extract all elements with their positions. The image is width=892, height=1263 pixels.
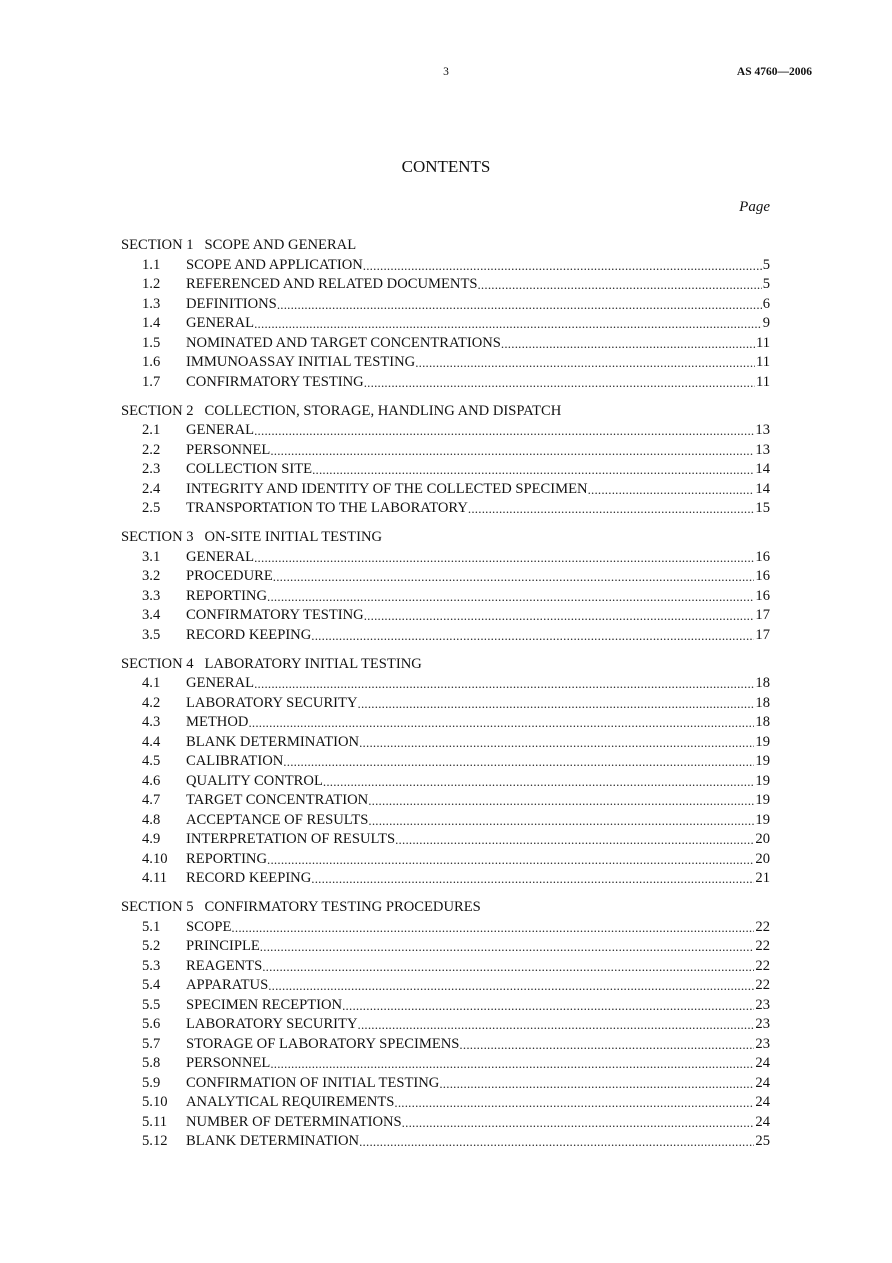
entry-title: INTEGRITY AND IDENTITY OF THE COLLECTED SPECIMEN [186,480,588,497]
dot-leader [270,441,754,461]
toc-entry [121,334,770,354]
toc-entry [121,1093,770,1113]
entry-page-number: 23 [755,1035,770,1052]
entry-title: TARGET CONCENTRATION [186,792,369,808]
entry-title: CALIBRATION [186,753,284,769]
entry-page-number: 11 [755,373,770,390]
entry-title: SCOPE AND APPLICATION [186,256,363,273]
toc-entry [121,694,770,714]
entry-number: 3.4 [142,607,161,623]
dot-leader [260,937,755,957]
toc-entry [121,1074,770,1094]
toc-entry [121,1113,770,1133]
entry-number: 4.2 [142,694,161,711]
dot-leader [359,733,754,753]
entry-number: 5.11 [142,1113,167,1130]
entry-title: LABORATORY SECURITY [186,1016,358,1032]
entry-page-number: 24 [755,1055,770,1071]
dot-leader [368,791,754,811]
entry-title: REPORTING [186,587,268,604]
toc-entry [121,606,770,626]
entry-page-number: 14 [755,480,770,497]
entry-number: 4.10 [142,850,168,867]
entry-page-number: 25 [755,1133,770,1149]
entry-page-number: 19 [755,811,770,828]
entry-number: 1.2 [142,276,161,292]
entry-title: PRINCIPLE [186,938,260,954]
section-heading: SECTION 1 SCOPE AND GENERAL [121,237,357,253]
section-heading: SECTION 2 COLLECTION, STORAGE, HANDLING AND DISPATCH [121,402,562,419]
dot-leader [501,334,755,354]
entry-page-number: 14 [755,461,770,477]
toc-entry [121,733,770,753]
entry-title: INTERPRETATION OF RESULTS [186,831,396,847]
entry-title: PERSONNEL [186,441,271,458]
toc-entry [121,548,770,568]
entry-page-number: 17 [755,626,770,643]
entry-page-number: 21 [755,870,770,886]
entry-title: DEFINITIONS [186,295,277,312]
toc-section [121,402,770,519]
entry-title: APPARATUS [186,977,269,993]
entry-page-number: 19 [755,792,770,808]
toc-entry [121,996,770,1016]
section-heading: SECTION 5 CONFIRMATORY TESTING PROCEDURES [121,899,481,915]
dot-leader [231,918,754,938]
entry-page-number: 22 [755,938,770,954]
entry-number: 5.10 [142,1094,168,1110]
entry-page-number: 11 [755,354,770,370]
entry-number: 5.9 [142,1074,161,1091]
dot-leader [364,373,755,393]
entry-page-number: 16 [755,587,770,604]
dot-leader [254,421,754,441]
toc-entry [121,314,770,334]
entry-title: GENERAL [186,675,255,691]
entry-title: SPECIMEN RECEPTION [186,996,343,1013]
entry-number: 4.3 [142,714,161,730]
entry-number: 3.1 [142,548,161,565]
entry-number: 2.5 [142,500,161,516]
dot-leader [342,996,754,1016]
entry-page-number: 18 [755,675,770,691]
entry-page-number: 5 [762,256,770,273]
entry-title: LABORATORY SECURITY [186,694,358,711]
entry-page-number: 17 [755,607,770,623]
dot-leader [459,1035,754,1055]
entry-page-number: 23 [755,996,770,1013]
entry-page-number: 22 [755,957,770,974]
entry-page-number: 5 [762,276,770,292]
toc-entry [121,976,770,996]
toc-entry [121,713,770,733]
toc-entry [121,275,770,295]
entry-number: 3.5 [142,626,161,643]
dot-leader [394,1093,754,1113]
entry-number: 5.8 [142,1055,161,1071]
entry-number: 4.6 [142,772,161,789]
toc-entry [121,421,770,441]
entry-page-number: 16 [755,568,770,584]
entry-page-number: 11 [755,334,770,351]
entry-page-number: 6 [762,295,770,312]
entry-number: 5.3 [142,957,161,974]
dot-leader [439,1074,754,1094]
entry-number: 4.5 [142,753,161,769]
dot-leader [270,1054,754,1074]
entry-number: 1.4 [142,315,161,331]
entry-number: 4.8 [142,811,161,828]
toc-entry [121,937,770,957]
entry-number: 4.1 [142,675,161,691]
entry-number: 5.1 [142,918,161,935]
toc-entry [121,674,770,694]
entry-number: 5.12 [142,1133,168,1149]
toc-entry [121,587,770,607]
toc-entry [121,256,770,276]
dot-leader [402,1113,755,1133]
toc-section [121,528,770,645]
dot-leader [311,869,754,889]
entry-number: 5.4 [142,977,161,993]
toc-section [121,655,770,889]
dot-leader [368,811,754,831]
entry-title: ACCEPTANCE OF RESULTS [186,811,369,828]
entry-number: 3.2 [142,568,161,584]
entry-title: STORAGE OF LABORATORY SPECIMENS [186,1035,460,1052]
entry-number: 1.1 [142,256,161,273]
dot-leader [415,353,755,373]
entry-title: GENERAL [186,548,255,565]
entry-number: 5.5 [142,996,161,1013]
toc-entry [121,1054,770,1074]
page-column-label: Page [739,199,770,215]
toc-entry [121,1035,770,1055]
toc-section [121,898,770,1152]
toc-entry [121,295,770,315]
entry-number: 4.9 [142,831,161,847]
dot-leader [277,295,762,315]
entry-page-number: 13 [755,441,770,458]
entry-page-number: 18 [755,694,770,711]
section-heading: SECTION 4 LABORATORY INITIAL TESTING [121,655,422,672]
dot-leader [267,850,754,870]
toc-section [121,236,770,392]
entry-title: CONFIRMATION OF INITIAL TESTING [186,1074,440,1091]
toc-entry [121,752,770,772]
entry-page-number: 13 [755,422,770,438]
toc-entry [121,918,770,938]
entry-title: ANALYTICAL REQUIREMENTS [186,1094,395,1110]
entry-title: GENERAL [186,315,255,331]
toc-entry [121,626,770,646]
dot-leader [254,548,754,568]
section-heading: SECTION 3 ON-SITE INITIAL TESTING [121,529,383,545]
toc-entry [121,373,770,393]
entry-title: IMMUNOASSAY INITIAL TESTING [186,354,416,370]
dot-leader [283,752,754,772]
entry-page-number: 24 [755,1094,770,1110]
toc-entry [121,830,770,850]
toc-entry [121,1015,770,1035]
toc-entry [121,957,770,977]
entry-number: 1.3 [142,295,161,312]
dot-leader [311,626,754,646]
dot-leader [273,567,755,587]
dot-leader [468,499,755,519]
entry-page-number: 20 [755,850,770,867]
entry-page-number: 15 [755,500,770,516]
dot-leader [248,713,754,733]
entry-number: 4.11 [142,870,167,886]
dot-leader [323,772,755,792]
toc-entry [121,353,770,373]
dot-leader [312,460,754,480]
entry-page-number: 24 [755,1113,770,1130]
entry-title: REAGENTS [186,957,263,974]
toc-entry [121,1132,770,1152]
entry-title: PERSONNEL [186,1055,271,1071]
entry-page-number: 22 [755,918,770,935]
toc-entry [121,811,770,831]
dot-leader [268,976,754,996]
dot-leader [364,606,755,626]
entry-title: BLANK DETERMINATION [186,733,360,750]
toc-entry [121,850,770,870]
entry-number: 2.2 [142,441,161,458]
entry-page-number: 22 [755,977,770,993]
entry-title: REPORTING [186,850,268,867]
entry-page-number: 19 [755,753,770,769]
dot-leader [358,1015,755,1035]
dot-leader [267,587,754,607]
toc-entry [121,791,770,811]
toc-entry [121,567,770,587]
entry-title: METHOD [186,714,249,730]
entry-number: 1.5 [142,334,161,351]
entry-title: CONFIRMATORY TESTING [186,373,364,390]
entry-page-number: 19 [755,733,770,750]
toc-entry [121,869,770,889]
dot-leader [363,256,762,276]
toc-entry [121,772,770,792]
entry-title: COLLECTION SITE [186,461,313,477]
toc-entry [121,441,770,461]
entry-number: 2.1 [142,422,161,438]
dot-leader [477,275,761,295]
entry-number: 4.7 [142,792,161,808]
entry-title: BLANK DETERMINATION [186,1133,360,1149]
page-number: 3 [443,66,449,78]
dot-leader [358,694,755,714]
entry-page-number: 23 [755,1016,770,1032]
entry-title: TRANSPORTATION TO THE LABORATORY [186,500,468,516]
entry-number: 3.3 [142,587,161,604]
entry-page-number: 18 [755,714,770,730]
dot-leader [254,674,754,694]
document-id: AS 4760—2006 [736,66,812,78]
entry-number: 5.6 [142,1016,161,1032]
entry-number: 2.4 [142,480,161,497]
toc-entry [121,480,770,500]
entry-number: 1.7 [142,373,161,390]
entry-title: NOMINATED AND TARGET CONCENTRATIONS [186,334,501,351]
entry-number: 2.3 [142,461,161,477]
entry-title: NUMBER OF DETERMINATIONS [186,1113,402,1130]
page-header [0,66,892,84]
entry-title: CONFIRMATORY TESTING [186,607,364,623]
entry-page-number: 24 [755,1074,770,1091]
entry-title: PROCEDURE [186,568,273,584]
entry-number: 4.4 [142,733,161,750]
entry-number: 5.7 [142,1035,161,1052]
entry-page-number: 9 [762,315,770,331]
entry-title: REFERENCED AND RELATED DOCUMENTS [186,276,478,292]
entry-title: QUALITY CONTROL [186,772,323,789]
entry-page-number: 16 [755,548,770,565]
entry-title: RECORD KEEPING [186,870,312,886]
entry-title: SCOPE [186,918,232,935]
entry-page-number: 20 [755,831,770,847]
entry-number: 5.2 [142,938,161,954]
table-of-contents [121,236,770,1161]
entry-page-number: 19 [755,772,770,789]
dot-leader [254,314,762,334]
entry-number: 1.6 [142,354,161,370]
toc-entry [121,499,770,519]
toc-entry [121,460,770,480]
dot-leader [262,957,754,977]
dot-leader [588,480,755,500]
dot-leader [395,830,754,850]
entry-title: RECORD KEEPING [186,626,312,643]
contents-heading: CONTENTS [401,157,491,176]
dot-leader [359,1132,754,1152]
entry-title: GENERAL [186,422,255,438]
